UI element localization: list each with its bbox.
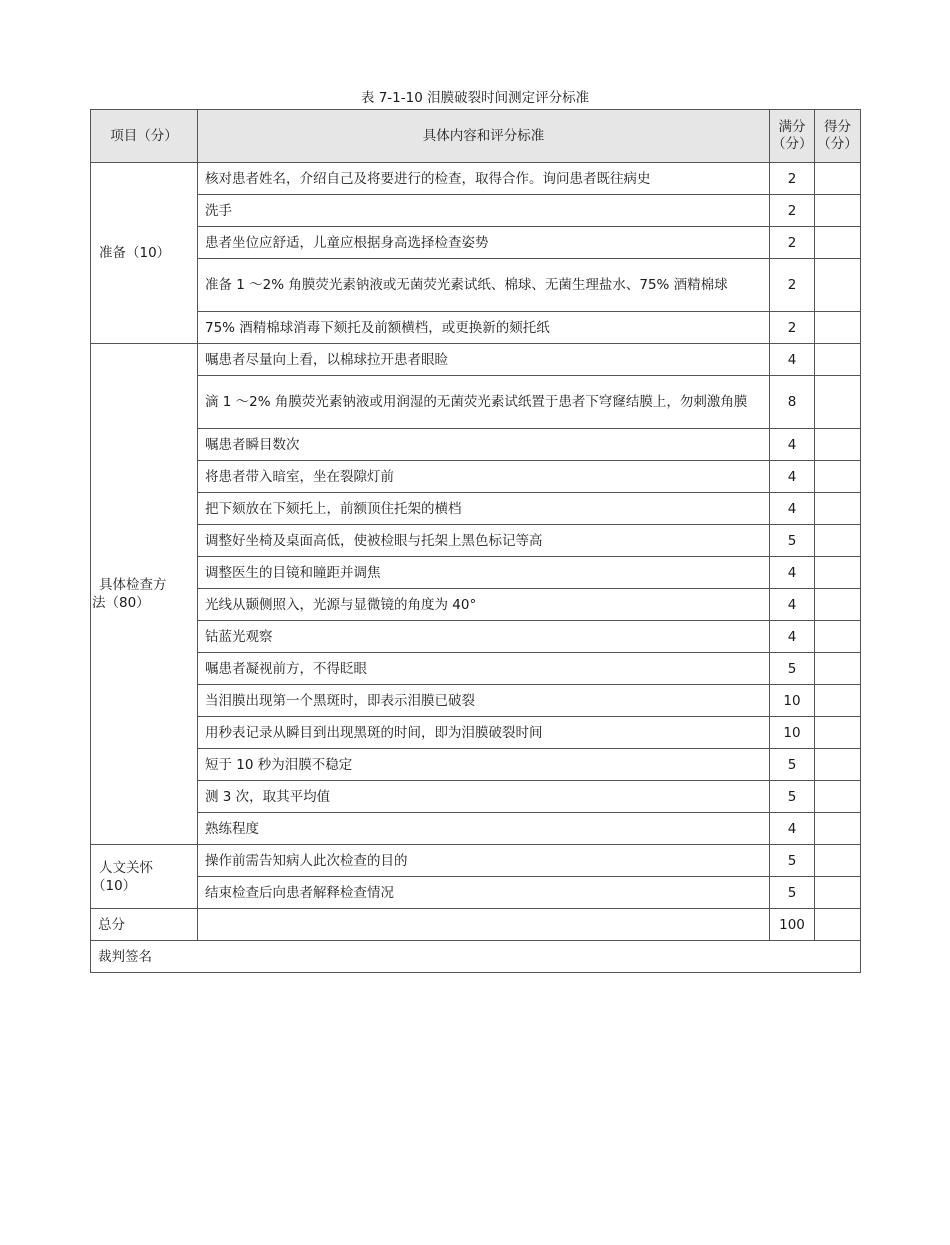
criterion-content: 嘱患者凝视前方，不得眨眼 <box>198 653 770 685</box>
table-row <box>91 653 861 685</box>
criterion-content: 光线从颞侧照入，光源与显微镜的角度为 40° <box>198 589 770 621</box>
table-row <box>91 813 861 845</box>
criterion-content: 核对患者姓名，介绍自己及将要进行的检查，取得合作。询问患者既往病史 <box>198 163 770 195</box>
section-label <box>91 344 198 845</box>
table-row <box>91 877 861 909</box>
got-score-cell <box>815 877 861 909</box>
criterion-content: 患者坐位应舒适，儿童应根据身高选择检查姿势 <box>198 227 770 259</box>
total-content-cell <box>198 909 770 941</box>
header-content: 具体内容和评分标准 <box>198 110 770 163</box>
table-row <box>91 557 861 589</box>
header-full-score: 满分（分） <box>770 110 815 163</box>
full-score-cell: 5 <box>770 749 815 781</box>
got-score-cell <box>815 653 861 685</box>
got-score-cell <box>815 493 861 525</box>
got-score-cell <box>815 344 861 376</box>
got-score-cell <box>815 195 861 227</box>
table-row <box>91 195 861 227</box>
table-row <box>91 312 861 344</box>
criterion-content: 操作前需告知病人此次检查的目的 <box>198 845 770 877</box>
table-row <box>91 344 861 376</box>
criterion-content: 嘱患者尽量向上看，以棉球拉开患者眼睑 <box>198 344 770 376</box>
table-header-row <box>91 110 861 163</box>
table-row <box>91 525 861 557</box>
criterion-content: 短于 10 秒为泪膜不稳定 <box>198 749 770 781</box>
criterion-content: 把下颏放在下颏托上，前额顶住托架的横档 <box>198 493 770 525</box>
got-score-cell <box>815 227 861 259</box>
got-score-cell <box>815 312 861 344</box>
full-score-cell: 5 <box>770 525 815 557</box>
got-score-cell <box>815 813 861 845</box>
full-score-cell: 5 <box>770 877 815 909</box>
full-score-cell: 10 <box>770 685 815 717</box>
table-caption: 表 7-1-10 泪膜破裂时间测定评分标准 <box>360 90 590 106</box>
section-label <box>91 163 198 344</box>
full-score-cell: 4 <box>770 557 815 589</box>
section-label-text: 具体检查方法（80） <box>92 577 167 611</box>
table-row <box>91 685 861 717</box>
criterion-content: 用秒表记录从瞬目到出现黑斑的时间，即为泪膜破裂时间 <box>198 717 770 749</box>
table-row <box>91 163 861 195</box>
table-row <box>91 621 861 653</box>
criterion-content: 准备 1 ～2% 角膜荧光素钠液或无菌荧光素试纸、棉球、无菌生理盐水、75% 酒精棉球 <box>198 259 770 312</box>
got-score-cell <box>815 525 861 557</box>
full-score-cell: 10 <box>770 717 815 749</box>
total-row <box>91 909 861 941</box>
criterion-content: 调整医生的目镜和瞳距并调焦 <box>198 557 770 589</box>
section-label-text: 人文关怀（10） <box>92 859 153 894</box>
full-score-cell: 2 <box>770 227 815 259</box>
criterion-content: 75% 酒精棉球消毒下颏托及前额横档，或更换新的颏托纸 <box>198 312 770 344</box>
full-score-cell: 4 <box>770 621 815 653</box>
got-score-cell <box>815 621 861 653</box>
got-score-cell <box>815 259 861 312</box>
got-score-cell <box>815 376 861 429</box>
table-row <box>91 589 861 621</box>
got-score-cell <box>815 717 861 749</box>
got-score-cell <box>815 685 861 717</box>
full-score-cell: 2 <box>770 163 815 195</box>
total-label: 总分 <box>91 909 198 941</box>
full-score-cell: 4 <box>770 589 815 621</box>
full-score-cell: 5 <box>770 653 815 685</box>
total-got-score-cell <box>815 909 861 941</box>
signature-label: 裁判签名 <box>91 941 861 973</box>
criterion-content: 滴 1 ～2% 角膜荧光素钠液或用润湿的无菌荧光素试纸置于患者下穹窿结膜上，勿刺激角膜 <box>198 376 770 429</box>
scoring-table <box>90 109 861 973</box>
full-score-cell: 4 <box>770 813 815 845</box>
header-got-score: 得分（分） <box>815 110 861 163</box>
full-score-cell: 4 <box>770 493 815 525</box>
got-score-cell <box>815 749 861 781</box>
table-row <box>91 259 861 312</box>
got-score-cell <box>815 461 861 493</box>
criterion-content: 结束检查后向患者解释检查情况 <box>198 877 770 909</box>
header-item: 项目（分） <box>91 110 198 163</box>
full-score-cell: 4 <box>770 429 815 461</box>
got-score-cell <box>815 429 861 461</box>
table-row <box>91 845 861 877</box>
criterion-content: 嘱患者瞬目数次 <box>198 429 770 461</box>
full-score-cell: 2 <box>770 259 815 312</box>
table-row <box>91 749 861 781</box>
got-score-cell <box>815 163 861 195</box>
table-row <box>91 781 861 813</box>
full-score-cell: 8 <box>770 376 815 429</box>
criterion-content: 钴蓝光观察 <box>198 621 770 653</box>
total-score: 100 <box>770 909 815 941</box>
table-row <box>91 461 861 493</box>
signature-row <box>91 941 861 973</box>
criterion-content: 测 3 次，取其平均值 <box>198 781 770 813</box>
got-score-cell <box>815 557 861 589</box>
table-row <box>91 717 861 749</box>
table-row <box>91 227 861 259</box>
criterion-content: 当泪膜出现第一个黑斑时，即表示泪膜已破裂 <box>198 685 770 717</box>
criterion-content: 将患者带入暗室，坐在裂隙灯前 <box>198 461 770 493</box>
section-label <box>91 845 198 909</box>
full-score-cell: 4 <box>770 344 815 376</box>
full-score-cell: 4 <box>770 461 815 493</box>
table-row <box>91 429 861 461</box>
got-score-cell <box>815 781 861 813</box>
table-row <box>91 493 861 525</box>
table-body <box>91 163 861 909</box>
got-score-cell <box>815 589 861 621</box>
full-score-cell: 2 <box>770 312 815 344</box>
criterion-content: 洗手 <box>198 195 770 227</box>
criterion-content: 调整好坐椅及桌面高低，使被检眼与托架上黑色标记等高 <box>198 525 770 557</box>
full-score-cell: 5 <box>770 781 815 813</box>
full-score-cell: 5 <box>770 845 815 877</box>
full-score-cell: 2 <box>770 195 815 227</box>
table-row <box>91 376 861 429</box>
got-score-cell <box>815 845 861 877</box>
criterion-content: 熟练程度 <box>198 813 770 845</box>
section-label-text: 准备（10） <box>99 245 171 261</box>
